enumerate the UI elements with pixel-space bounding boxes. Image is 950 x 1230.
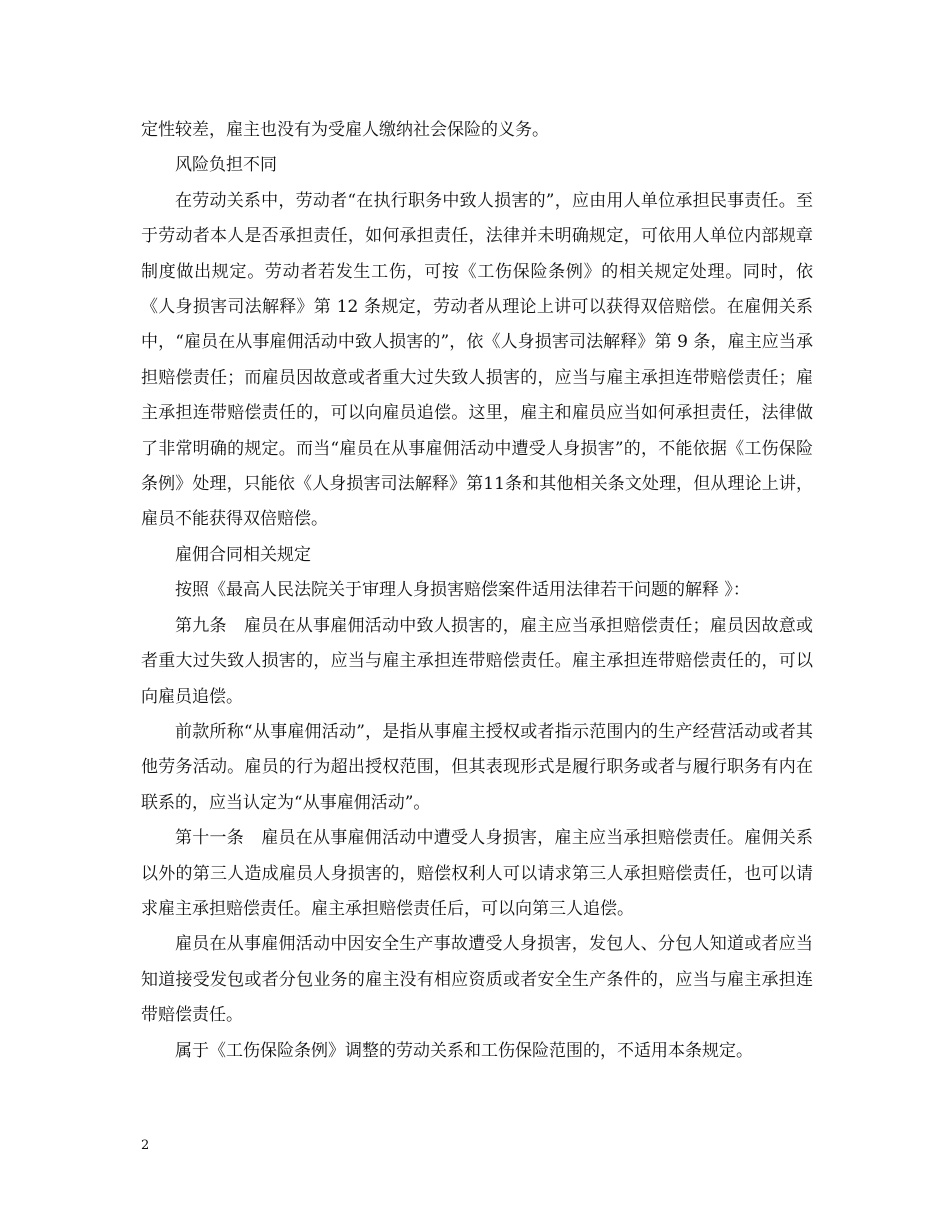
article-eleven: 第十一条 雇员在从事雇佣活动中遭受人身损害，雇主应当承担赔偿责任。雇佣关系以外的第三人造成雇员人身损害的，赔偿权利人可以请求第三人承担赔偿责任，也可以请求雇主承担赔偿责任。雇主承担赔偿责任后，可以向第三人追偿。: [141, 828, 813, 919]
paragraph-safety-accident: 雇员在从事雇佣活动中因安全生产事故遭受人身损害，发包人、分包人知道或者应当知道接受发包或者分包业务的雇主没有相应资质或者安全生产条件的，应当与雇主承担连带赔偿责任。: [141, 934, 813, 1026]
article-nine: 第九条 雇员在从事雇佣活动中致人损害的，雇主应当承担赔偿责任；雇员因故意或者重大过失致人损害的，应当与雇主承担连带赔偿责任。雇主承担连带赔偿责任的，可以向雇员追偿。: [141, 615, 813, 707]
section-heading-regulations: 雇佣合同相关规定: [175, 544, 311, 565]
paragraph-interpretation-intro: 按照《最高人民法院关于审理人身损害赔偿案件适用法律若干问题的解释 》：: [175, 580, 750, 601]
paragraph-continuation: 定性较差，雇主也没有为受雇人缴纳社会保险的义务。: [141, 120, 549, 140]
paragraph-risk-allocation: 在劳动关系中，劳动者“在执行职务中致人损害的”，应由用人单位承担民事责任。至于劳动者本人是否承担责任，如何承担责任，法律并未明确规定，可依用人单位内部规章制度做出规定。劳动者若发生工伤，可按《工伤保险条例》的相关规定处理。同时，依《人身损害司法解释》第 12 条规定，劳动者从理论上讲可以获得双倍赔偿。在雇佣关系中，“雇员在从事雇佣活动中致人损害的”，依《人身损害司法解释》第 9 条，雇主应当承担赔偿责任；而雇员因故意或者重大过失致人损害的，应当与雇主承担连带赔偿责任；雇主承担连带赔偿责任的，可以向雇员追偿。这里，雇主和雇员应当如何承担责任，法律做了非常明确的规定。而当“雇员在从事雇佣活动中遭受人身损害”的，不能依据《工伤保险条例》处理，只能依《人身损害司法解释》第11条和其他相关条文处理，但从理论上讲，雇员不能获得双倍赔偿。: [141, 190, 813, 530]
document-body: [141, 113, 813, 1069]
paragraph-employment-activity: 前款所称“从事雇佣活动”，是指从事雇主授权或者指示范围内的生产经营活动或者其他劳务活动。雇员的行为超出授权范围，但其表现形式是履行职务或者与履行职务有内在联系的，应当认定为“从事雇佣活动”。: [141, 721, 813, 813]
paragraph-work-injury-exclusion: 属于《工伤保险条例》调整的劳动关系和工伤保险范围的，不适用本条规定。: [175, 1040, 753, 1061]
section-heading-risk: 风险负担不同: [175, 155, 277, 176]
page-number: 2: [141, 1138, 150, 1153]
